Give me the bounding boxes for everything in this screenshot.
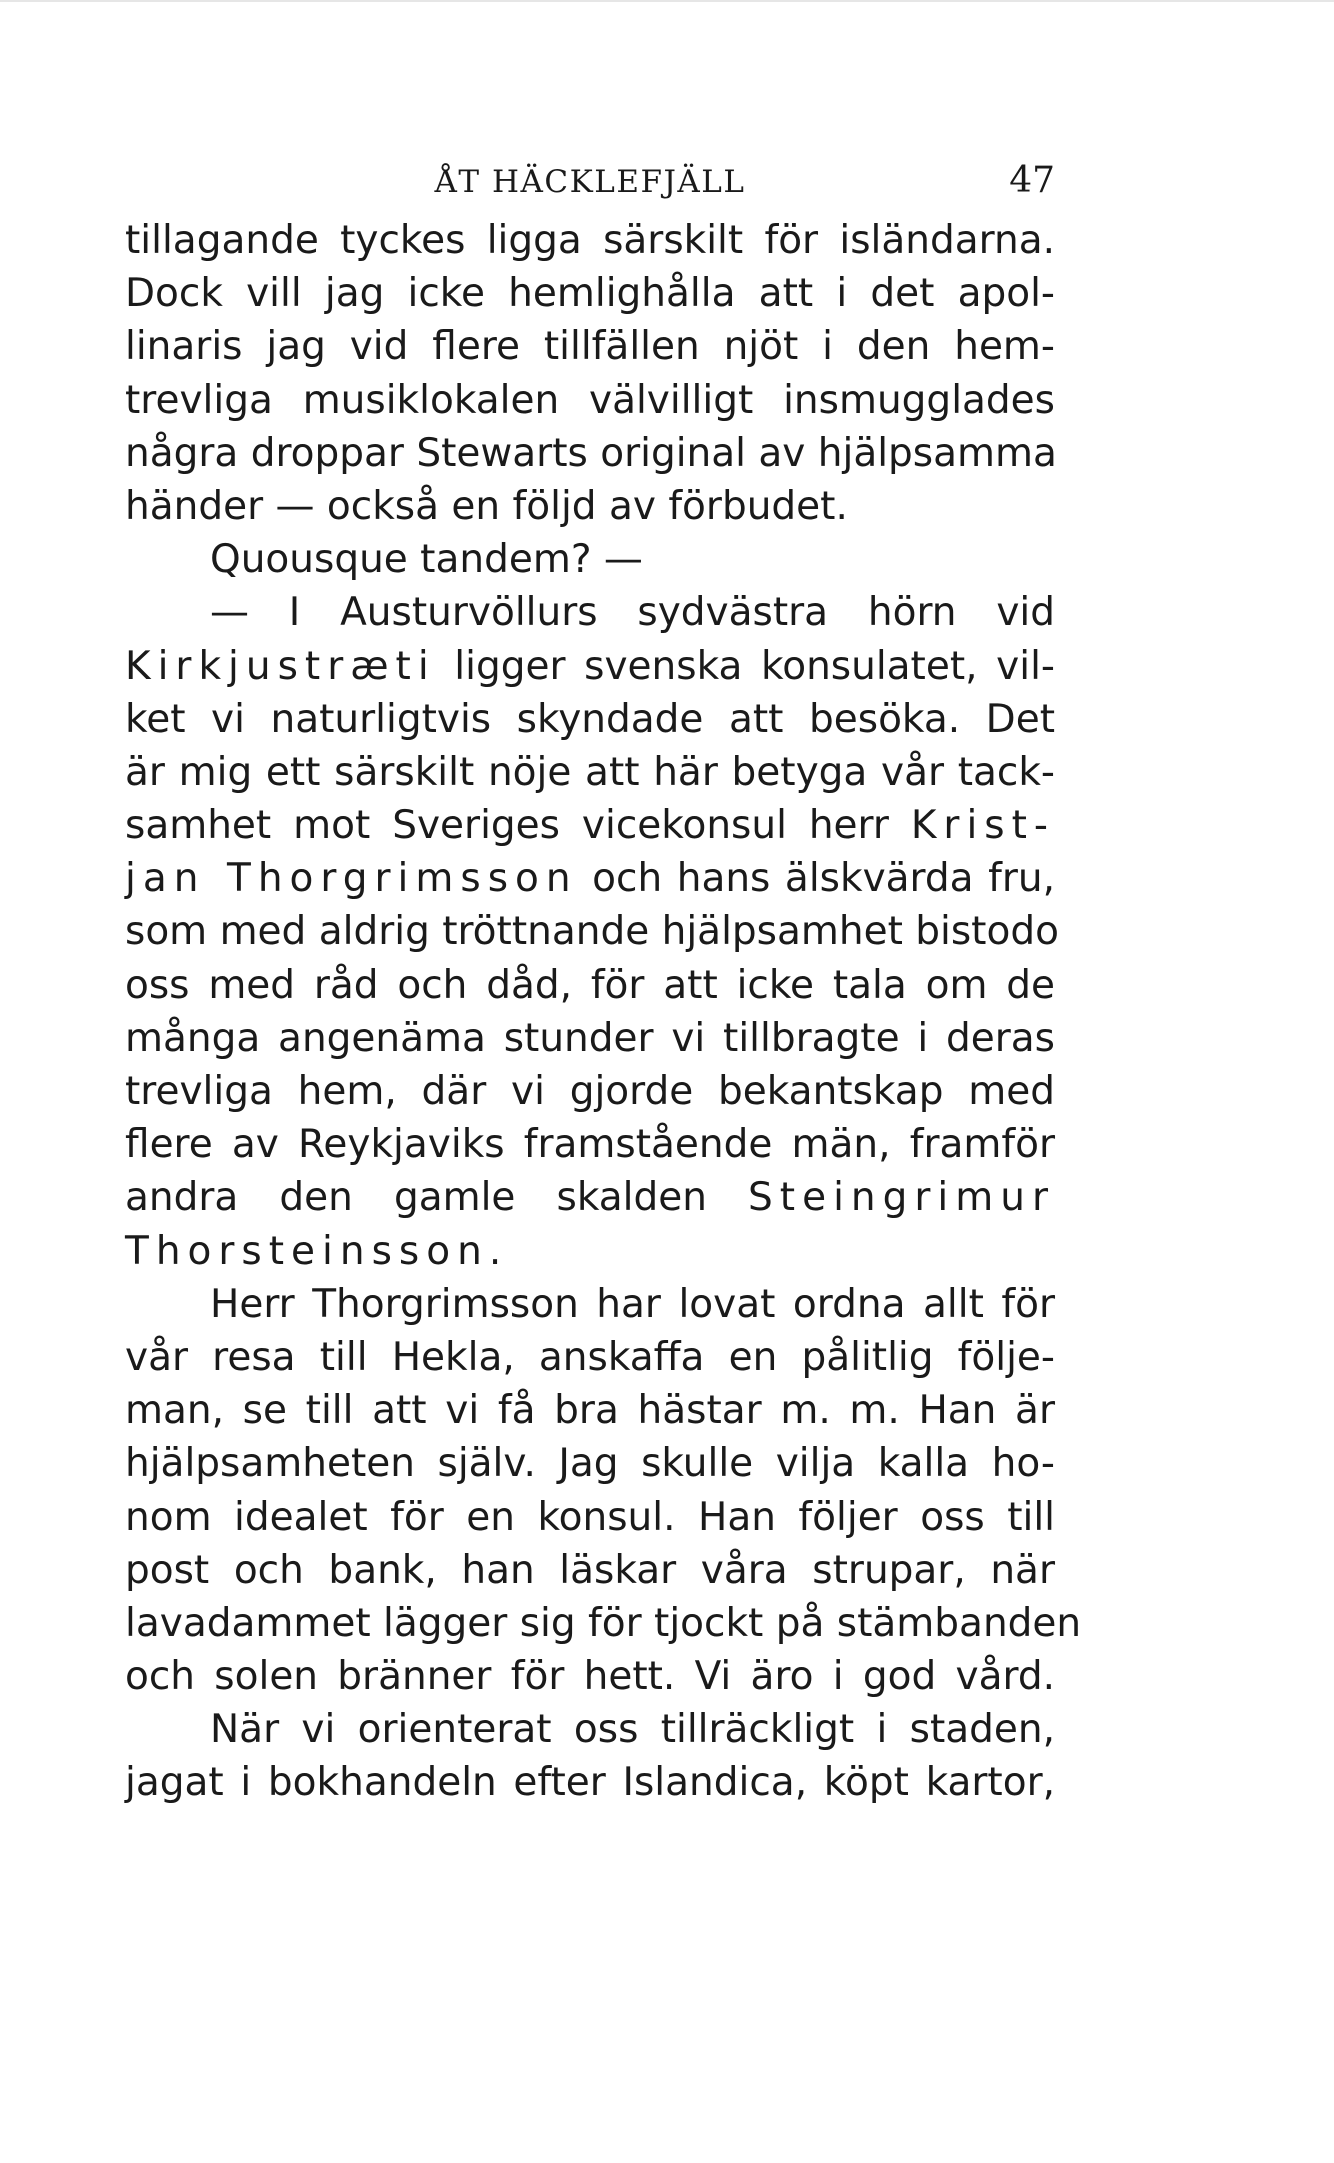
- text-line-15: oss med råd och dåd, för att icke tala om de: [125, 962, 1055, 1008]
- text-line-25: nom idealet för en konsul. Han följer oss till: [125, 1494, 1055, 1540]
- spaced-name: Steingrimur: [748, 1175, 1055, 1221]
- page-number: 47: [1009, 160, 1055, 201]
- text-line-11: är mig ett särskilt nöje att här betyga vår tack-: [125, 749, 1055, 795]
- text-line-24: hjälpsamheten själv. Jag skulle vilja kalla ho-: [125, 1441, 1055, 1487]
- text-line-27: lavadammet lägger sig för tjockt på stämbanden: [125, 1600, 1082, 1646]
- text-line-3: linaris jag vid flere tillfällen njöt i den hem-: [125, 324, 1055, 370]
- running-title: ÅT HÄCKLEFJÄLL: [434, 164, 746, 200]
- text-line-30: jagat i bokhandeln efter Islandica, köpt kartor,: [125, 1760, 1055, 1806]
- spaced-name: jan Thorgrimsson: [125, 856, 578, 902]
- running-head: [125, 150, 1055, 210]
- text-line-7: Quousque tandem? —: [210, 537, 643, 583]
- text-line-12: samhet mot Sveriges vicekonsul herr Krist-: [125, 803, 1055, 849]
- body-text: [125, 214, 1082, 1810]
- text-line-29: När vi orienterat oss tillräckligt i staden,: [210, 1707, 1055, 1753]
- text-line-13: jan Thorgrimsson och hans älskvärda fru,: [125, 856, 1055, 902]
- text-line-16: många angenäma stunder vi tillbragte i deras: [125, 1015, 1055, 1061]
- text-line-8: — I Austurvöllurs sydvästra hörn vid: [210, 590, 1055, 636]
- text-line-22: vår resa till Hekla, anskaffa en pålitlig följe-: [125, 1334, 1055, 1380]
- text-line-4: trevliga musiklokalen välvilligt insmugglades: [125, 377, 1055, 423]
- text-line-10: ket vi naturligtvis skyndade att besöka. Det: [125, 696, 1055, 742]
- text-line-18: flere av Reykjaviks framstående män, framför: [125, 1122, 1055, 1168]
- text-line-2: Dock vill jag icke hemlighålla att i det apol-: [125, 271, 1055, 317]
- text-line-14: som med aldrig tröttnande hjälpsamhet bistodo: [125, 909, 1059, 955]
- text-line-21: Herr Thorgrimsson har lovat ordna allt för: [210, 1281, 1055, 1327]
- text-line-19: andra den gamle skalden Steingrimur: [125, 1175, 1055, 1221]
- text-line-28: och solen bränner för hett. Vi äro i god vård.: [125, 1654, 1055, 1700]
- text-line-9: Kirkjustræti ligger svenska konsulatet, vil-: [125, 643, 1055, 689]
- text-line-6: händer — också en följd av förbudet.: [125, 483, 848, 529]
- spaced-name: Kirkjustræti: [125, 643, 436, 689]
- spaced-name: Krist-: [910, 803, 1055, 849]
- text-line-1: tillagande tyckes ligga särskilt för isländarna.: [125, 218, 1055, 263]
- text-line-5: några droppar Stewarts original av hjälpsamma: [125, 430, 1057, 476]
- text-line-23: man, se till att vi få bra hästar m. m. Han är: [125, 1388, 1055, 1434]
- text-line-20: Thorsteinsson.: [125, 1228, 502, 1274]
- page-top-edge: [0, 0, 1334, 2]
- spaced-name: Thorsteinsson: [125, 1228, 489, 1274]
- text-line-17: trevliga hem, där vi gjorde bekantskap med: [125, 1069, 1055, 1114]
- book-page: [125, 150, 1082, 1810]
- text-line-26: post och bank, han läskar våra strupar, när: [125, 1547, 1055, 1593]
